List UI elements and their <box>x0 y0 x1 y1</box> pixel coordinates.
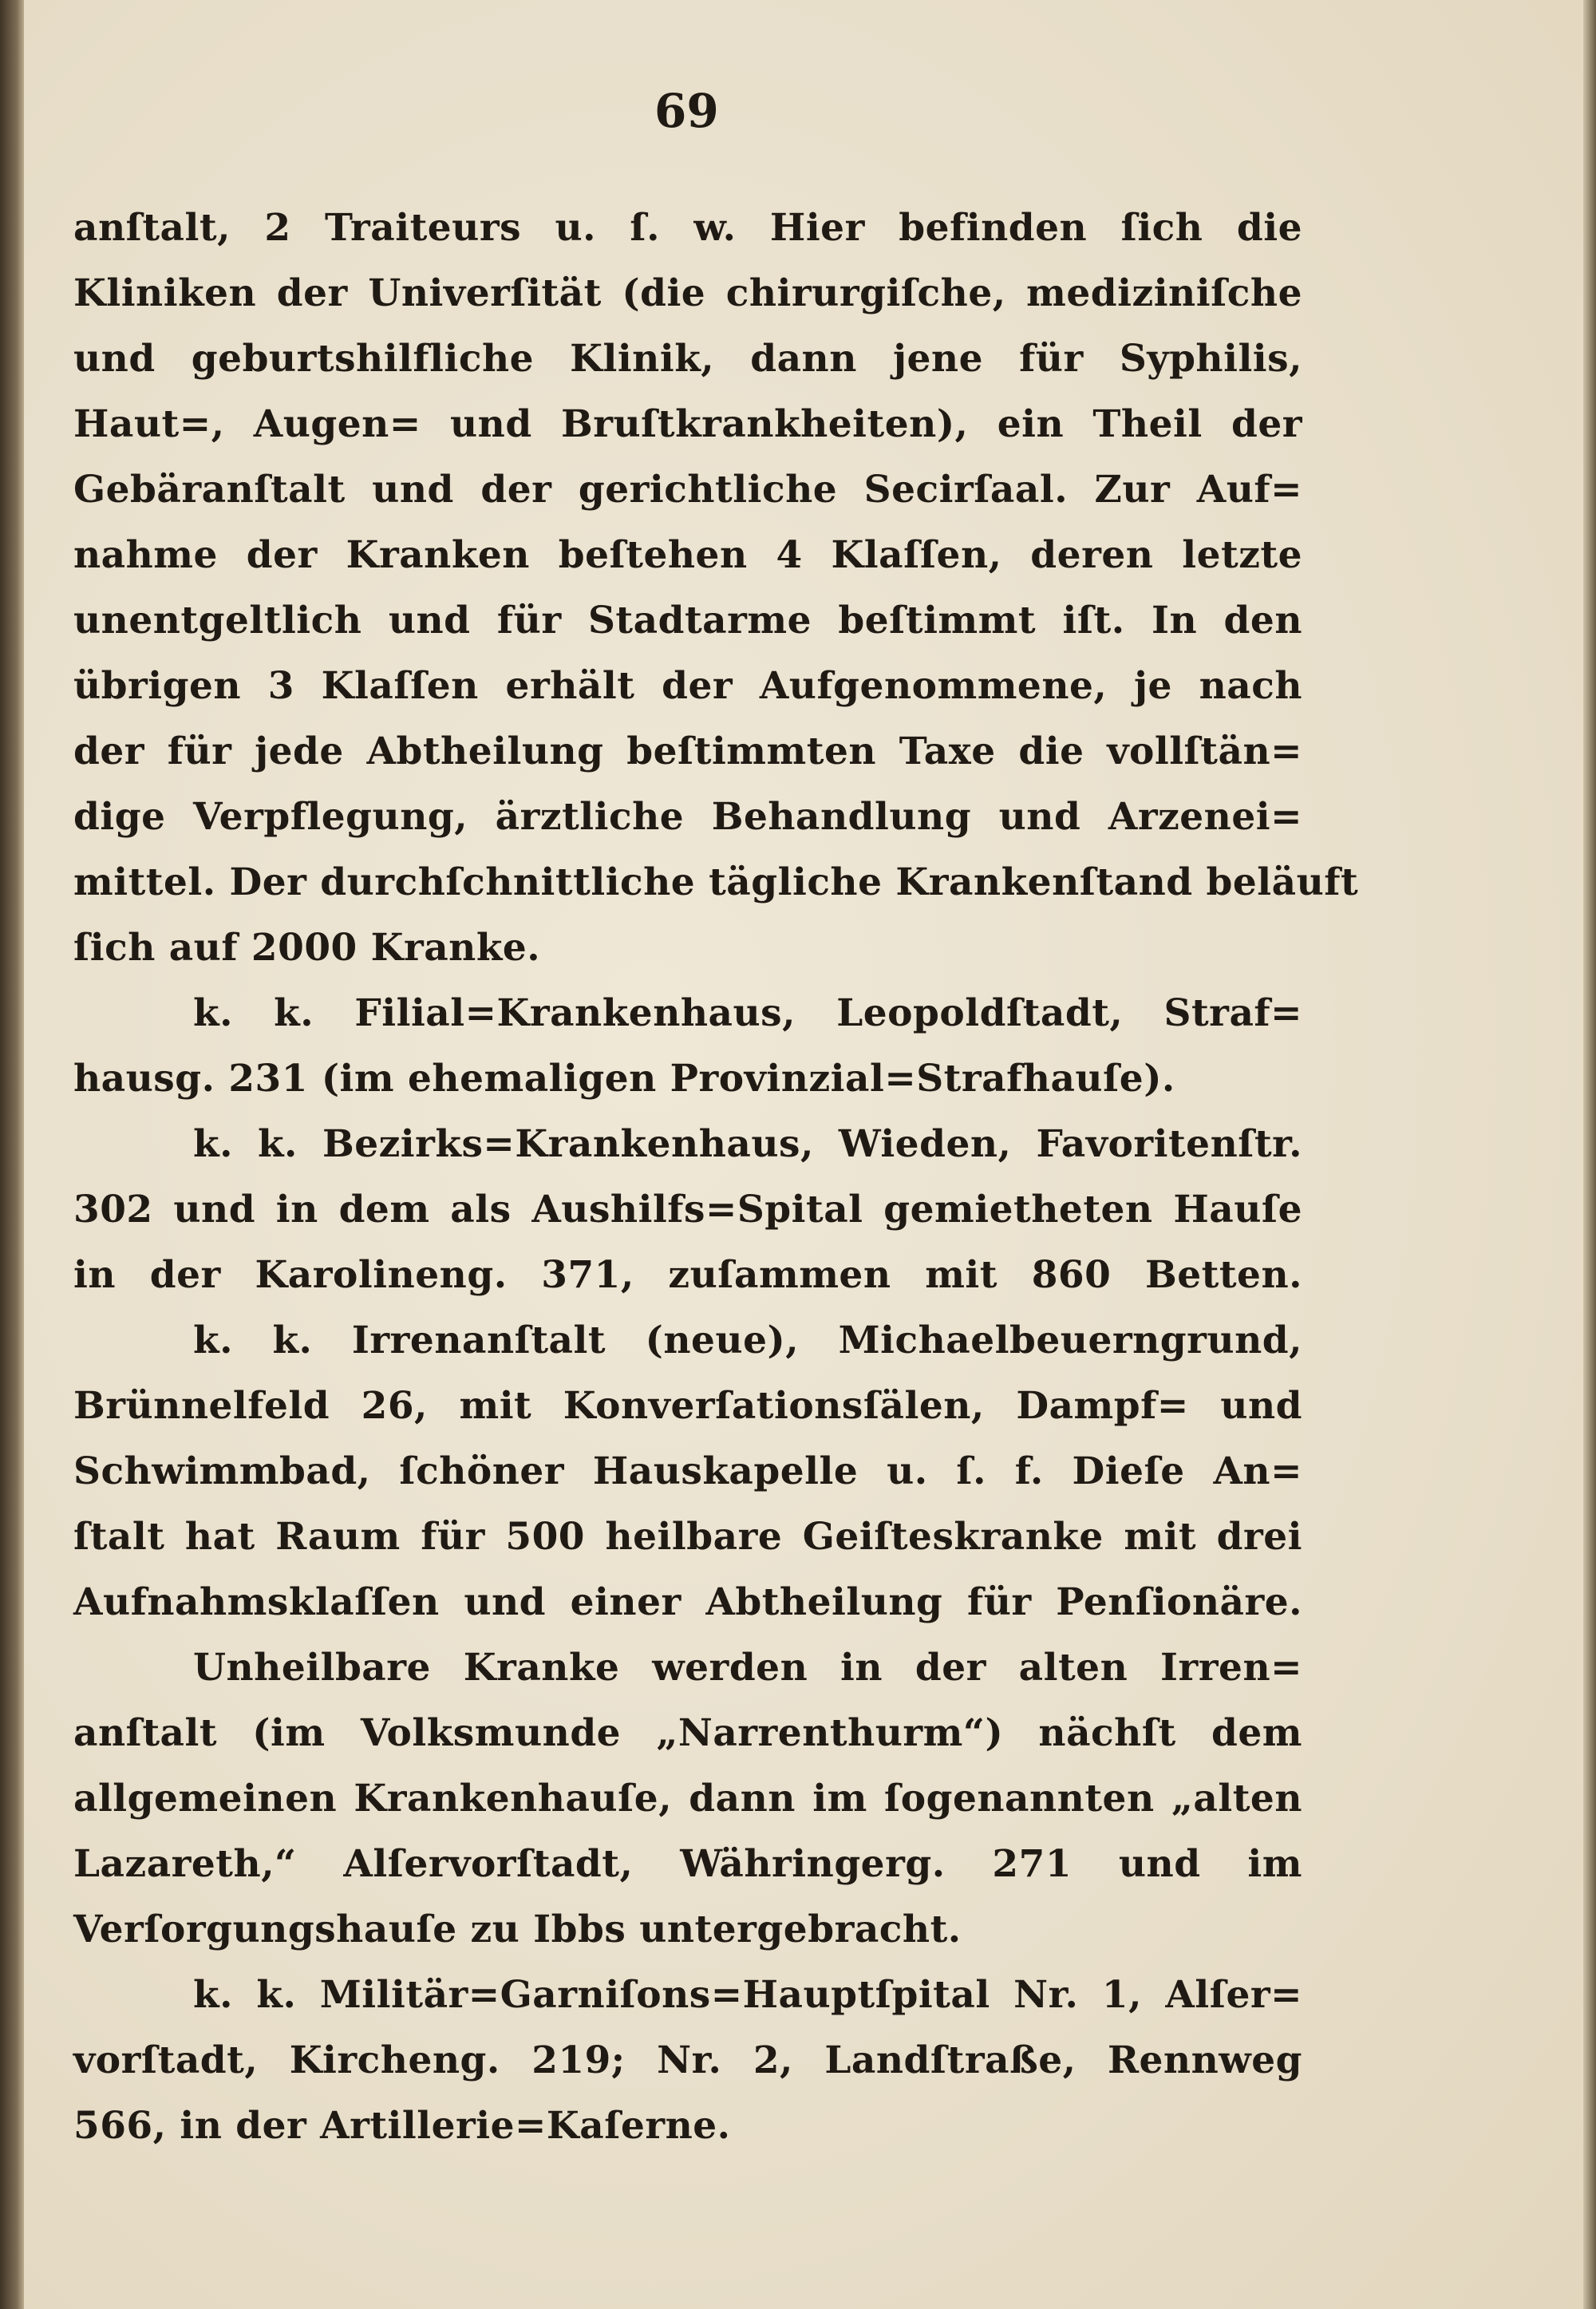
text-line: Verſorgungshauſe zu Ibbs untergebracht. <box>73 1908 962 1951</box>
text-line: vorſtadt, Kircheng. 219; Nr. 2, Landſtraße, Rennweg <box>73 2038 1302 2082</box>
text-line: und geburtshilfliche Klinik, dann jene für Syphilis, <box>73 337 1302 381</box>
text-line: 566, in der Artillerie=Kaſerne. <box>73 2104 731 2148</box>
text-line: Brünnelfeld 26, mit Konverſationsſälen, Dampf= und <box>73 1384 1302 1428</box>
text-line: anſtalt, 2 Traiteurs u. ſ. w. Hier befinden ſich die <box>73 206 1302 250</box>
text-line: mittel. Der durchſchnittliche tägliche Krankenſtand beläuft <box>73 860 1359 904</box>
text-line: Haut=, Augen= und Bruſtkrankheiten), ein Theil der <box>73 402 1302 446</box>
book-page <box>24 0 1583 2309</box>
text-line: 302 und in dem als Aushilfs=Spital gemietheten Hauſe <box>73 1188 1302 1232</box>
text-line: k. k. Militär=Garniſons=Hauptſpital Nr. 1, Alſer= <box>193 1973 1302 2017</box>
text-line: der für jede Abtheilung beſtimmten Taxe die vollſtän= <box>73 729 1302 773</box>
text-line: k. k. Irrenanſtalt (neue), Michaelbeuerngrund, <box>193 1319 1302 1362</box>
text-line: k. k. Bezirks=Krankenhaus, Wieden, Favoritenſtr. <box>193 1122 1302 1166</box>
text-line: Kliniken der Univerſität (die chirurgiſche, mediziniſche <box>73 271 1302 315</box>
text-line: Unheilbare Kranke werden in der alten Irren= <box>193 1646 1302 1690</box>
text-line: hausg. 231 (im ehemaligen Provinzial=Strafhauſe). <box>73 1057 1175 1101</box>
page-number: 69 <box>654 84 719 138</box>
text-line: anſtalt (im Volksmunde „Narrenthurm“) nächſt dem <box>73 1711 1302 1755</box>
text-line: in der Karolineng. 371, zuſammen mit 860 Betten. <box>73 1253 1302 1297</box>
book-binding-edge <box>0 0 24 2309</box>
text-line: Lazareth,“ Alſervorſtadt, Währingerg. 271 und im <box>73 1842 1302 1886</box>
text-line: Gebäranſtalt und der gerichtliche Secirſaal. Zur Auf= <box>73 468 1302 512</box>
text-line: nahme der Kranken beſtehen 4 Klaſſen, deren letzte <box>73 533 1302 577</box>
text-line: ſich auf 2000 Kranke. <box>73 926 541 970</box>
text-line: Schwimmbad, ſchöner Hauskapelle u. ſ. f. Dieſe An= <box>73 1449 1302 1493</box>
text-line: dige Verpflegung, ärztliche Behandlung und Arzenei= <box>73 795 1302 839</box>
text-line: k. k. Filial=Krankenhaus, Leopoldſtadt, Straf= <box>193 991 1302 1035</box>
text-line: allgemeinen Krankenhauſe, dann im ſogenannten „alten <box>73 1777 1302 1821</box>
text-line: unentgeltlich und für Stadtarme beſtimmt iſt. In den <box>73 599 1302 642</box>
text-line: ſtalt hat Raum für 500 heilbare Geiſteskranke mit drei <box>73 1515 1302 1559</box>
text-line: Aufnahmsklaſſen und einer Abtheilung für Penſionäre. <box>73 1580 1302 1624</box>
text-line: übrigen 3 Klaſſen erhält der Aufgenommene, je nach <box>73 664 1302 708</box>
body-text <box>73 196 1359 2159</box>
page-right-edge <box>1583 0 1596 2309</box>
